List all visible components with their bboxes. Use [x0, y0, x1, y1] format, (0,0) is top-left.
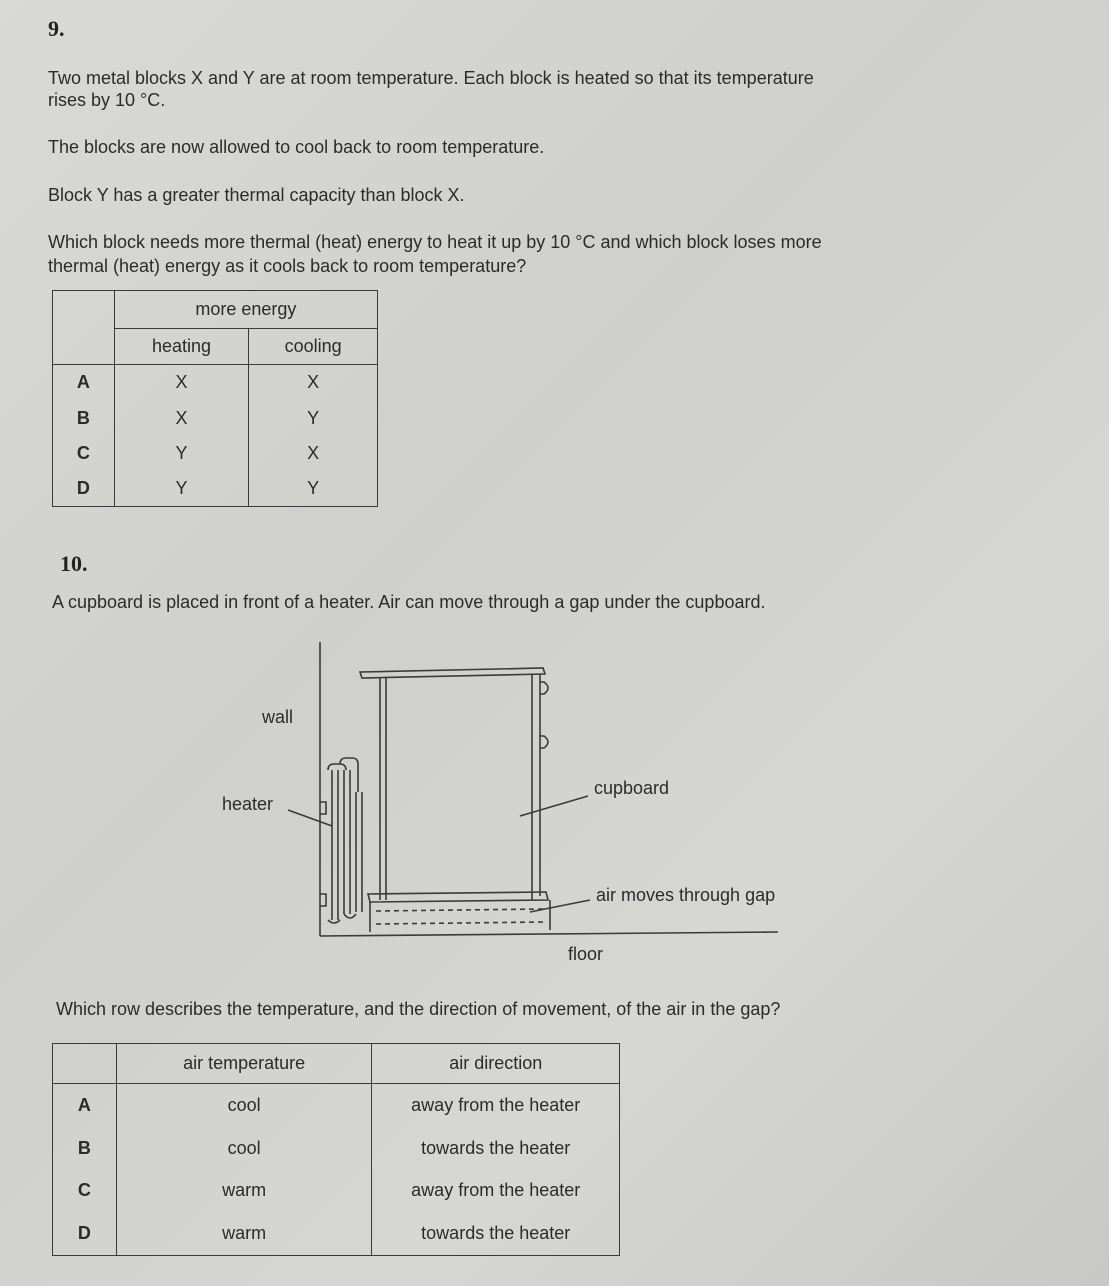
q9-cell-cooling: Y [249, 401, 378, 436]
q10-answer-table [52, 1043, 620, 1256]
q10-row-label: B [53, 1128, 117, 1170]
q10-row-label: A [53, 1084, 117, 1128]
heater-label: heater [222, 794, 274, 814]
q10-cell-direction: away from the heater [372, 1084, 620, 1128]
q9-col-cooling: cooling [249, 329, 378, 365]
wall-label: wall [262, 707, 294, 727]
cupboard-heater-diagram [210, 632, 830, 972]
q9-paragraph-4-line-1: Which block needs more thermal (heat) energy to heat it up by 10 °C and which block loses more [48, 232, 822, 252]
q9-paragraph-2: The blocks are now allowed to cool back to room temperature. [48, 137, 545, 157]
q9-paragraph-4-line-2: thermal (heat) energy as it cools back to room temperature? [48, 256, 527, 276]
q10-col-temperature: air temperature [116, 1044, 372, 1084]
q10-row-label: D [53, 1212, 117, 1256]
q10-cell-direction: towards the heater [372, 1212, 620, 1256]
heater-shape [320, 758, 362, 923]
q9-cell-heating: Y [114, 471, 249, 507]
q9-cell-heating: X [114, 365, 249, 401]
q9-paragraph-3: Block Y has a greater thermal capacity than block X. [48, 185, 465, 205]
floor-line [320, 932, 778, 936]
cupboard-leader [520, 796, 588, 816]
q10-table-corner [53, 1044, 117, 1084]
q9-table-corner [53, 291, 115, 365]
q10-question: Which row describes the temperature, and the direction of movement, of the air in the gap? [56, 999, 781, 1019]
q10-row-label: C [53, 1170, 117, 1212]
q9-cell-cooling: X [249, 436, 378, 471]
floor-label: floor [568, 944, 604, 964]
question-10-number: 10. [60, 551, 88, 576]
q10-cell-temperature: warm [116, 1170, 372, 1212]
q9-row-label: B [53, 401, 115, 436]
q10-intro: A cupboard is placed in front of a heater. Air can move through a gap under the cupboard. [52, 592, 766, 612]
q9-answer-table [52, 290, 378, 507]
gap-leader [530, 900, 590, 912]
q10-cell-temperature: warm [116, 1212, 372, 1256]
q9-row-label: A [53, 365, 115, 401]
q9-paragraph-1-line-1: Two metal blocks X and Y are at room temperature. Each block is heated so that its temperature [48, 68, 814, 88]
q9-cell-cooling: X [249, 365, 378, 401]
question-9-number: 9. [48, 16, 65, 41]
cupboard-shape [360, 668, 550, 932]
q10-col-direction: air direction [372, 1044, 620, 1084]
q9-col-heating: heating [114, 329, 249, 365]
gap-dash-bottom [376, 922, 544, 924]
q9-row-label: D [53, 471, 115, 507]
q9-group-header: more energy [114, 291, 377, 329]
q9-cell-cooling: Y [249, 471, 378, 507]
q10-cell-direction: away from the heater [372, 1170, 620, 1212]
q10-cell-temperature: cool [116, 1084, 372, 1128]
q9-cell-heating: Y [114, 436, 249, 471]
gap-label: air moves through gap [596, 885, 776, 905]
gap-dash-top [376, 909, 544, 911]
q9-row-label: C [53, 436, 115, 471]
cupboard-label: cupboard [594, 778, 670, 798]
q9-cell-heating: X [114, 401, 249, 436]
q9-paragraph-1-line-2: rises by 10 °C. [48, 90, 166, 110]
q10-cell-direction: towards the heater [372, 1128, 620, 1170]
q10-cell-temperature: cool [116, 1128, 372, 1170]
